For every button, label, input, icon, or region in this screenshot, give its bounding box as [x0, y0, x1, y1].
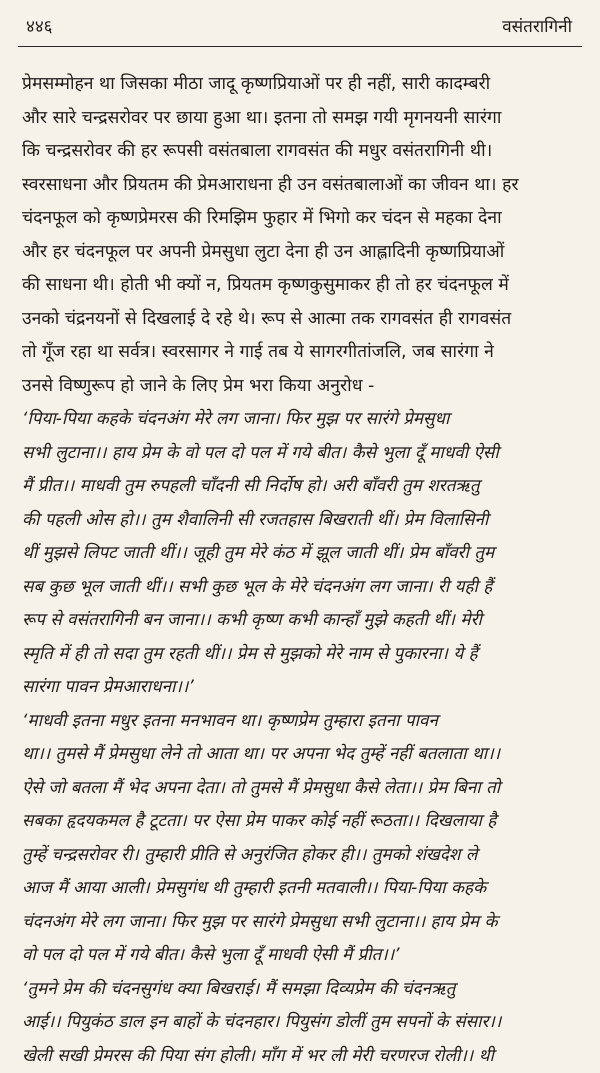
- text-line: प्रेमसम्मोहन था जिसका मीठा जादू कृष्णप्रियाओं पर ही नहीं, सारी कादम्बरी: [22, 68, 582, 102]
- verse-stanza-1: [22, 403, 582, 705]
- text-line: उनसे विष्णुरूप हो जाने के लिए प्रेम भरा किया अनुरोध -: [22, 370, 582, 404]
- text-line: तो गूँज रहा था सर्वत्र। स्वरसागर ने गाई तब ये सागरगीतांजलि, जब सारंगा ने: [22, 336, 582, 370]
- prose-paragraph: [22, 68, 582, 403]
- verse-line: तुम्हें चन्द्रसरोवर री। तुम्हारी प्रीति से अनुरंजित होकर ही।। तुमको शंखदेश ले: [22, 839, 582, 873]
- verse-line: थीं मुझसे लिपट जाती थीं।। जूही तुम मेरे कंठ में झूल जाती थीं। प्रेम बाँवरी तुम: [22, 537, 582, 571]
- page-header: [26, 14, 572, 40]
- text-line: और हर चंदनफूल पर अपनी प्रेमसुधा लुटा देना ही उन आह्लादिनी कृष्णप्रियाओं: [22, 236, 582, 270]
- page-body: [22, 68, 582, 1073]
- verse-line: रूप से वसंतरागिनी बन जाना।। कभी कृष्ण कभी कान्हाँ मुझे कहती थीं। मेरी: [22, 604, 582, 638]
- text-line: उनको चंद्रनयनों से दिखलाई दे रहे थे। रूप से आत्मा तक रागवसंत ही रागवसंत: [22, 303, 582, 337]
- text-line: स्वरसाधना और प्रियतम की प्रेमआराधना ही उन वसंतबालाओं का जीवन था। हर: [22, 169, 582, 203]
- verse-stanza-2: [22, 705, 582, 973]
- verse-line: सभी लुटाना।। हाय प्रेम के वो पल दो पल में गये बीत। कैसे भुला दूँ माधवी ऐसी: [22, 437, 582, 471]
- page-number: ४४६: [26, 14, 53, 37]
- text-line: और सारे चन्द्रसरोवर पर छाया हुआ था। इतना तो समझ गयी मृगनयनी सारंगा: [22, 102, 582, 136]
- verse-line: सबका हृदयकमल है टूटता। पर ऐसा प्रेम पाकर कोई नहीं रूठता।। दिखलाया है: [22, 805, 582, 839]
- verse-line: खेली सखी प्रेमरस की पिया संग होली। माँग में भर ली मेरी चरणरज रोली।। थी: [22, 1040, 582, 1073]
- verse-line: वो पल दो पल में गये बीत। कैसे भुला दूँ माधवी ऐसी मैं प्रीत।।’: [22, 939, 582, 973]
- verse-line: आई।। पियुकंठ डाल इन बाहों के चंदनहार। पियुसंग डोलीं तुम सपनों के संसार।।: [22, 1006, 582, 1040]
- text-line: चंदनफूल को कृष्णप्रेमरस की रिमझिम फुहार में भिगो कर चंदन से महका देना: [22, 202, 582, 236]
- header-rule: [18, 46, 582, 47]
- text-line: की साधना थी। होती भी क्यों न, प्रियतम कृष्णकुसुमाकर ही तो हर चंदनफूल में: [22, 269, 582, 303]
- verse-line: चंदनअंग मेरे लग जाना। फिर मुझ पर सारंगे प्रेमसुधा सभी लुटाना।। हाय प्रेम के: [22, 906, 582, 940]
- verse-line: सारंगा पावन प्रेमआराधना।।’: [22, 671, 582, 705]
- verse-line: स्मृति में ही तो सदा तुम रहती थीं।। प्रेम से मुझको मेरे नाम से पुकारना। ये हैं: [22, 638, 582, 672]
- verse-line: सब कुछ भूल जाती थीं।। सभी कुछ भूल के मेरे चंदनअंग लग जाना। री यही हैं: [22, 571, 582, 605]
- verse-line: आज मैं आया आली। प्रेमसुगंध थी तुम्हारी इतनी मतवाली।। पिया-पिया कहके: [22, 872, 582, 906]
- verse-line: ‘तुमने प्रेम की चंदनसुगंध क्या बिखराई। मैं समझा दिव्यप्रेम की चंदनऋतु: [22, 973, 582, 1007]
- verse-line: ‘माधवी इतना मधुर इतना मनभावन था। कृष्णप्रेम तुम्हारा इतना पावन: [22, 705, 582, 739]
- verse-line: की पहली ओस हो।। तुम शैवालिनी सी रजतहास बिखराती थीं। प्रेम विलासिनी: [22, 504, 582, 538]
- text-line: कि चन्द्रसरोवर की हर रूपसी वसंतबाला रागवसंत की मधुर वसंतरागिनी थी।: [22, 135, 582, 169]
- verse-line: ‘पिया-पिया कहके चंदनअंग मेरे लग जाना। फिर मुझ पर सारंगे प्रेमसुधा: [22, 403, 582, 437]
- verse-line: ऐसे जो बतला मैं भेद अपना देता। तो तुमसे मैं प्रेमसुधा कैसे लेता।। प्रेम बिना तो: [22, 772, 582, 806]
- verse-line: था।। तुमसे मैं प्रेमसुधा लेने तो आता था। पर अपना भेद तुम्हें नहीं बतलाता था।।: [22, 738, 582, 772]
- running-title: वसंतरागिनी: [502, 14, 572, 37]
- verse-stanza-3: [22, 973, 582, 1073]
- verse-line: मैं प्रीत।। माधवी तुम रुपहली चाँदनी सी निर्दोष हो। अरी बाँवरी तुम शरतऋतु: [22, 470, 582, 504]
